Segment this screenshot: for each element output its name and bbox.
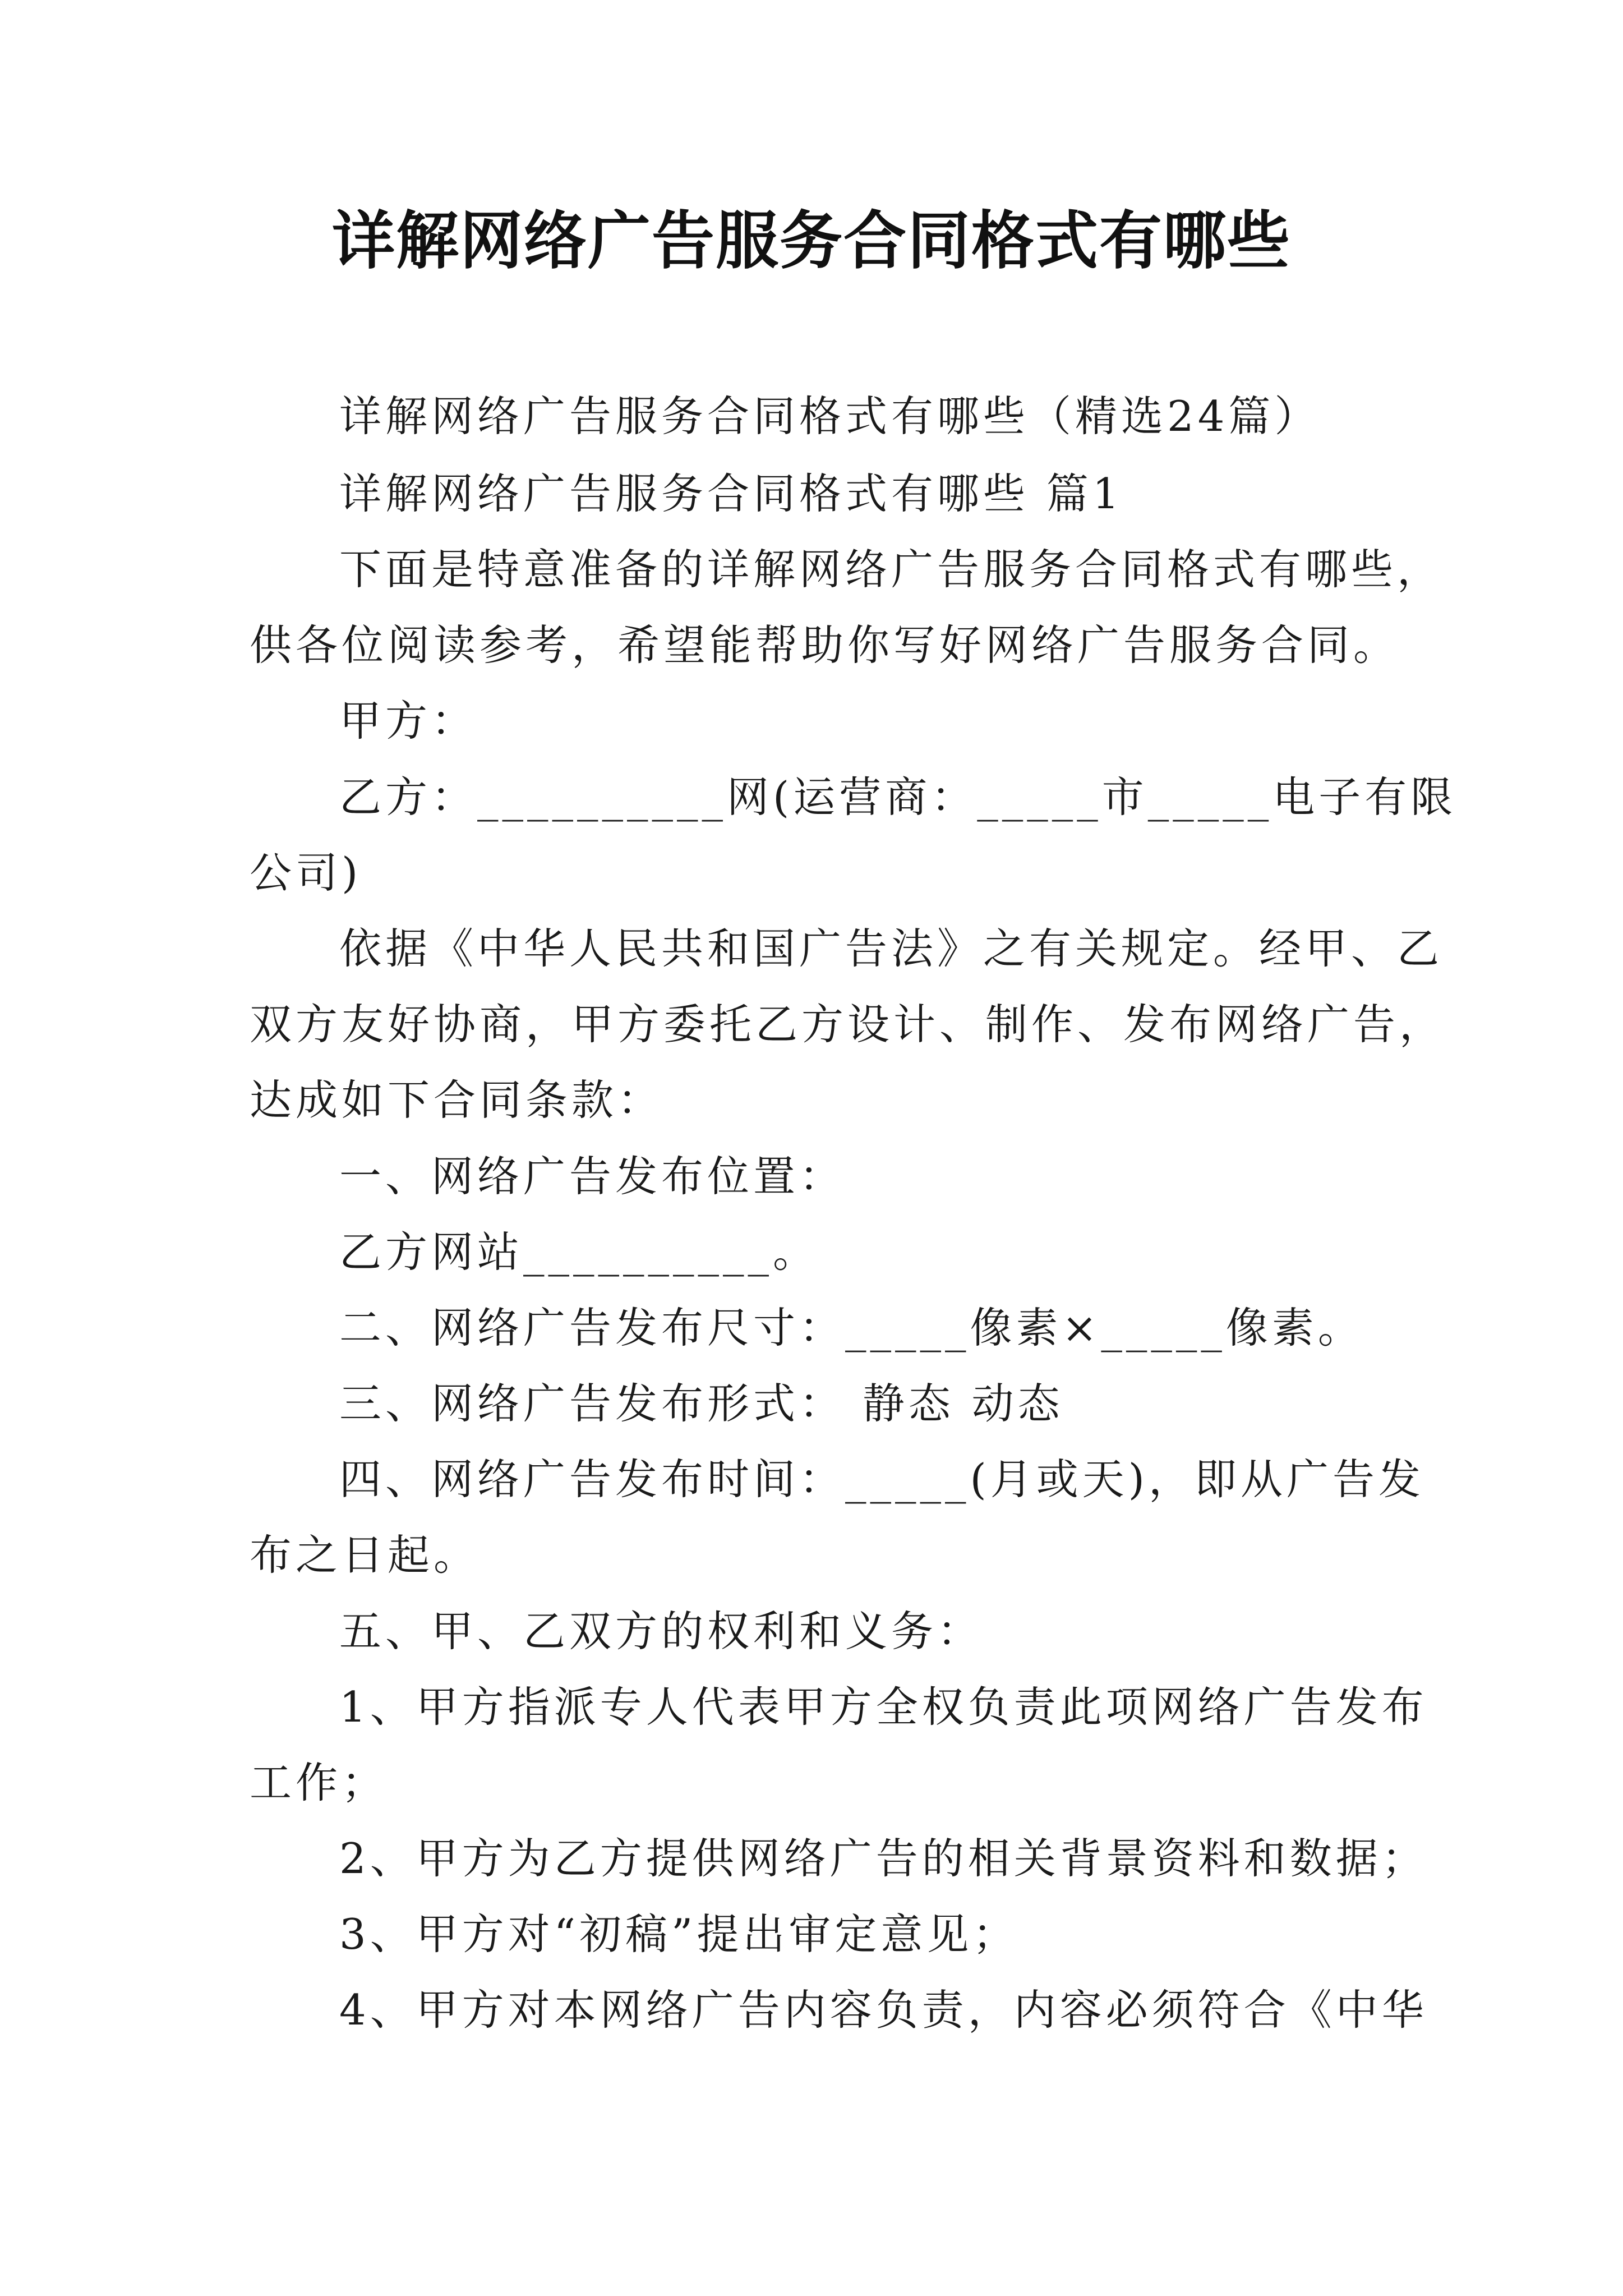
section-heading: 详解网络广告服务合同格式有哪些 篇1	[339, 469, 1123, 518]
clause-line: 三、网络广告发布形式： 静态 动态	[339, 1379, 1064, 1428]
paragraph-line: 达成如下合同条款：	[250, 1075, 664, 1125]
document-title: 详解网络广告服务合同格式有哪些	[332, 205, 1291, 278]
clause-line: 3、甲方对“初稿”提出审定意见；	[339, 1910, 1019, 1959]
clause-line: 四、网络广告发布时间：_____(月或天)，即从广告发	[339, 1455, 1425, 1504]
subtitle-line: 详解网络广告服务合同格式有哪些（精选24篇）	[339, 392, 1321, 441]
party-b-line: 乙方：__________网(运营商：_____市_____电子有限	[339, 772, 1457, 822]
clause-line: 2、甲方为乙方提供网络广告的相关背景资料和数据；	[339, 1834, 1428, 1883]
paragraph-line: 双方友好协商，甲方委托乙方设计、制作、发布网络广告，	[250, 1000, 1446, 1049]
clause-line: 五、甲、乙双方的权利和义务：	[339, 1607, 984, 1656]
party-a-line: 甲方：	[339, 696, 478, 746]
clause-line: 4、甲方对本网络广告内容负责，内容必须符合《中华	[339, 1985, 1428, 2035]
clause-line: 1、甲方指派专人代表甲方全权负责此项网络广告发布	[339, 1682, 1428, 1732]
clause-line: 布之日起。	[250, 1530, 480, 1580]
clause-line: 工作；	[250, 1758, 388, 1807]
paragraph-line: 供各位阅读参考，希望能帮助你写好网络广告服务合同。	[250, 620, 1400, 670]
paragraph-line: 下面是特意准备的详解网络广告服务合同格式有哪些，	[339, 545, 1444, 594]
clause-line: 乙方网站__________。	[339, 1227, 819, 1277]
paragraph-line: 依据《中华人民共和国广告法》之有关规定。经甲、乙	[339, 924, 1444, 973]
clause-line: 一、网络广告发布位置：	[339, 1152, 846, 1201]
paragraph-line: 公司)	[250, 848, 362, 898]
clause-line: 二、网络广告发布尺寸：_____像素×_____像素。	[339, 1303, 1364, 1352]
